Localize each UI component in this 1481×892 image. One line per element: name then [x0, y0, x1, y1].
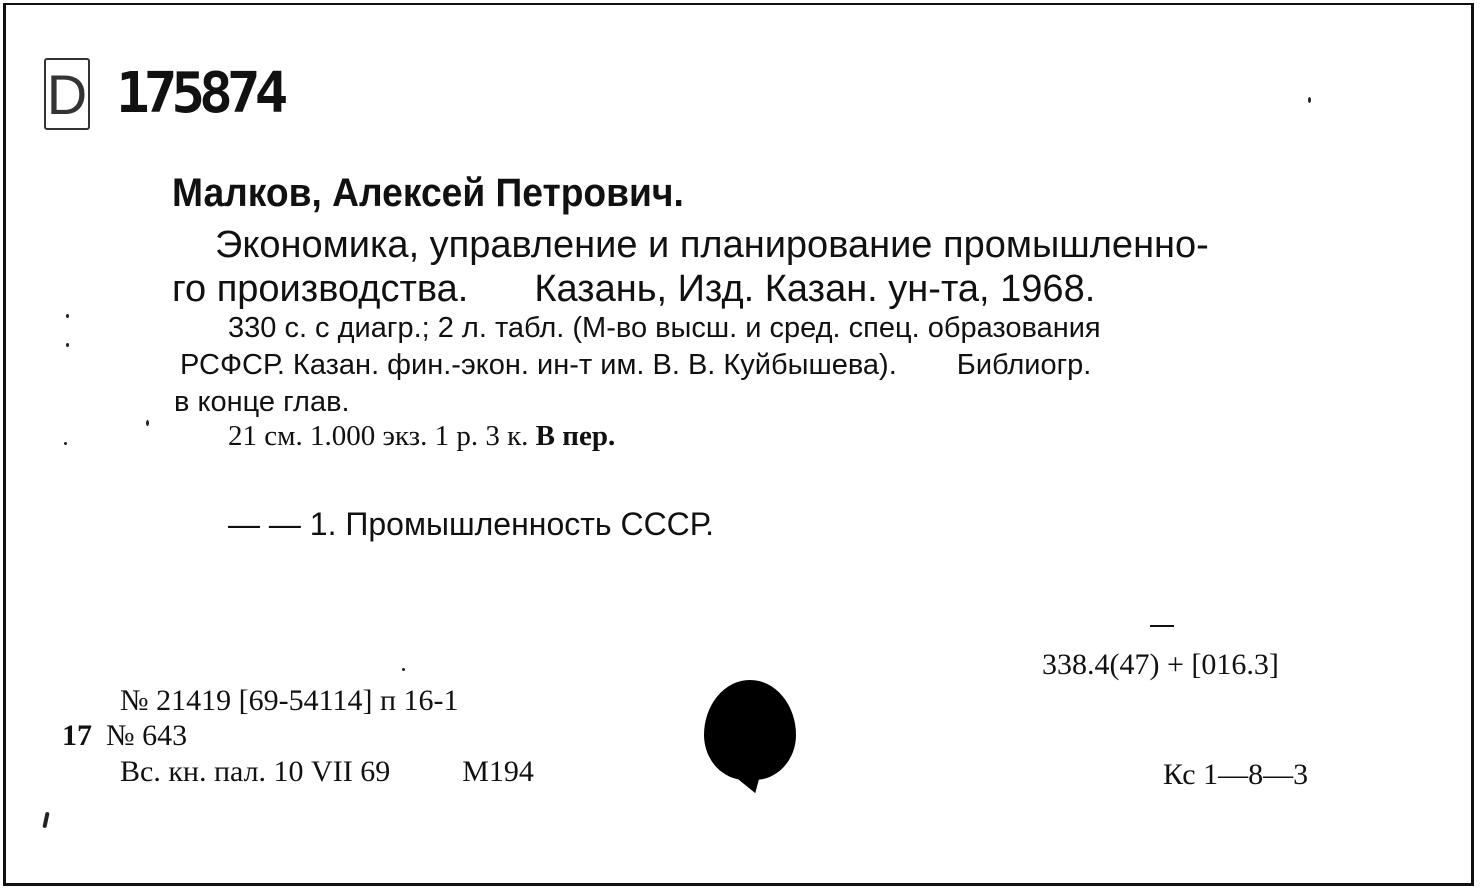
udc-number: 338.4(47) + [016.3]	[1042, 648, 1279, 681]
stamp-letter: D	[46, 62, 88, 126]
title-line-1: Экономика, управление и планирование промышленно-	[215, 224, 1209, 266]
classification-code: Кс 1—8—3	[1163, 758, 1309, 791]
chamber-date: Вс. кн. пал. 10 VII 69	[120, 755, 391, 788]
title-line-2	[172, 270, 1095, 308]
card-id-number: 175874	[116, 61, 283, 126]
reference-line-3	[120, 757, 534, 787]
collation-line-3: в конце глав.	[174, 386, 350, 418]
collation-line-1: 330 с. с диагр.; 2 л. табл. (М-во высш. и сред. спец. образования	[228, 312, 1101, 344]
series-note: РСФСР. Казан. фин.-экон. ин-т им. В. В. Куйбышева).	[180, 349, 897, 381]
subject-heading: — — 1. Промышленность СССР.	[228, 506, 714, 542]
collation-line-4	[228, 422, 615, 451]
title-continuation: го производства.	[172, 268, 469, 310]
bibliography-note: Библиогр.	[956, 349, 1092, 381]
print-code: М194	[462, 755, 534, 788]
ink-speck	[1308, 97, 1311, 103]
reference-number: № 643	[106, 719, 188, 752]
ink-speck	[402, 668, 405, 671]
udc-overline	[1150, 625, 1174, 627]
reference-line-2	[62, 721, 187, 751]
stamp-letter-box	[44, 58, 90, 130]
ink-speck	[64, 442, 67, 445]
ink-speck	[146, 420, 149, 426]
binding-note: В пер.	[535, 420, 616, 452]
ink-speck	[66, 343, 69, 347]
publication-info: Казань, Изд. Казан. ун-та, 1968.	[534, 268, 1096, 310]
reference-prefix: 17	[62, 719, 92, 752]
reference-line-1: № 21419 [69-54114] п 16-1	[120, 684, 459, 717]
author-heading: Малков, Алексей Петрович.	[172, 171, 684, 215]
collation-line-2	[180, 351, 1091, 380]
size-copies-price: 21 см. 1.000 экз. 1 р. 3 к.	[228, 420, 529, 452]
ink-speck	[66, 314, 69, 318]
